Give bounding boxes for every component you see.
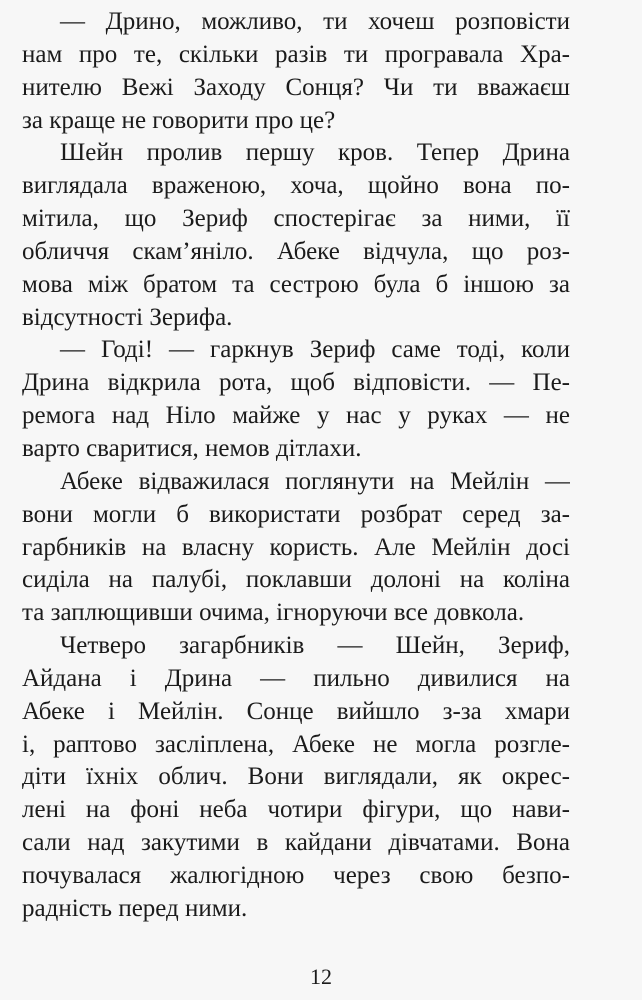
text-line: — Годі! — гаркнув Зериф саме тоді, коли — [60, 336, 570, 364]
text-column — [22, 6, 570, 926]
text-line: ремога над Ніло майже у нас у руках — не — [22, 402, 570, 430]
text-line: Абеке і Мейлін. Сонце вийшло з-за хмари — [22, 697, 570, 725]
text-line: нам про те, скільки разів ти програвала Хра- — [22, 40, 570, 68]
text-line: Абеке відважилася поглянути на Мейлін — — [60, 467, 570, 495]
text-line: діти їхніх облич. Вони виглядали, як окрес- — [22, 763, 570, 791]
text-line: і, раптово засліплена, Абеке не могла розгле- — [22, 730, 570, 758]
text-line: гарбників на власну користь. Але Мейлін досі — [22, 533, 570, 561]
paragraph — [22, 6, 570, 137]
text-line: Шейн пролив першу кров. Тепер Дрина — [60, 139, 570, 167]
text-line: відсутності Зерифа. — [22, 303, 233, 331]
text-line: мова між братом та сестрою була б іншою за — [22, 270, 570, 298]
text-line: Дрина відкрила рота, щоб відповісти. — Пе- — [22, 369, 570, 397]
text-line: Айдана і Дрина — пильно дивилися на — [22, 664, 570, 692]
text-line: варто сваритися, немов дітлахи. — [22, 434, 362, 462]
text-line: лені на фоні неба чотири фігури, що нави- — [22, 796, 570, 824]
text-line: обличчя скам’яніло. Абеке відчула, що роз- — [22, 237, 570, 265]
text-line: вони могли б використати розбрат серед за- — [22, 500, 570, 528]
text-line: мітила, що Зериф спостерігає за ними, її — [22, 205, 570, 233]
paragraph — [22, 137, 570, 334]
text-line: сиділа на палубі, поклавши долоні на коліна — [22, 566, 570, 594]
text-line: нителю Вежі Заходу Сонця? Чи ти вважаєш — [22, 73, 570, 101]
text-line: радність перед ними. — [22, 894, 248, 922]
paragraph — [22, 466, 570, 630]
text-line: за краще не говорити про це? — [22, 106, 336, 134]
text-line: сали над закутими в кайдани дівчатами. Вона — [22, 829, 570, 857]
text-line: почувалася жалюгідною через свою безпо- — [22, 861, 570, 889]
text-line: Четверо загарбників — Шейн, Зериф, — [60, 632, 570, 660]
text-line: виглядала враженою, хоча, щойно вона по- — [22, 172, 570, 200]
text-line: та заплющивши очима, ігноруючи все довкола. — [22, 599, 525, 627]
paragraph — [22, 334, 570, 465]
page-number: 12 — [310, 964, 332, 989]
text-line: — Дрино, можливо, ти хочеш розповісти — [60, 8, 570, 35]
paragraph — [22, 630, 570, 926]
